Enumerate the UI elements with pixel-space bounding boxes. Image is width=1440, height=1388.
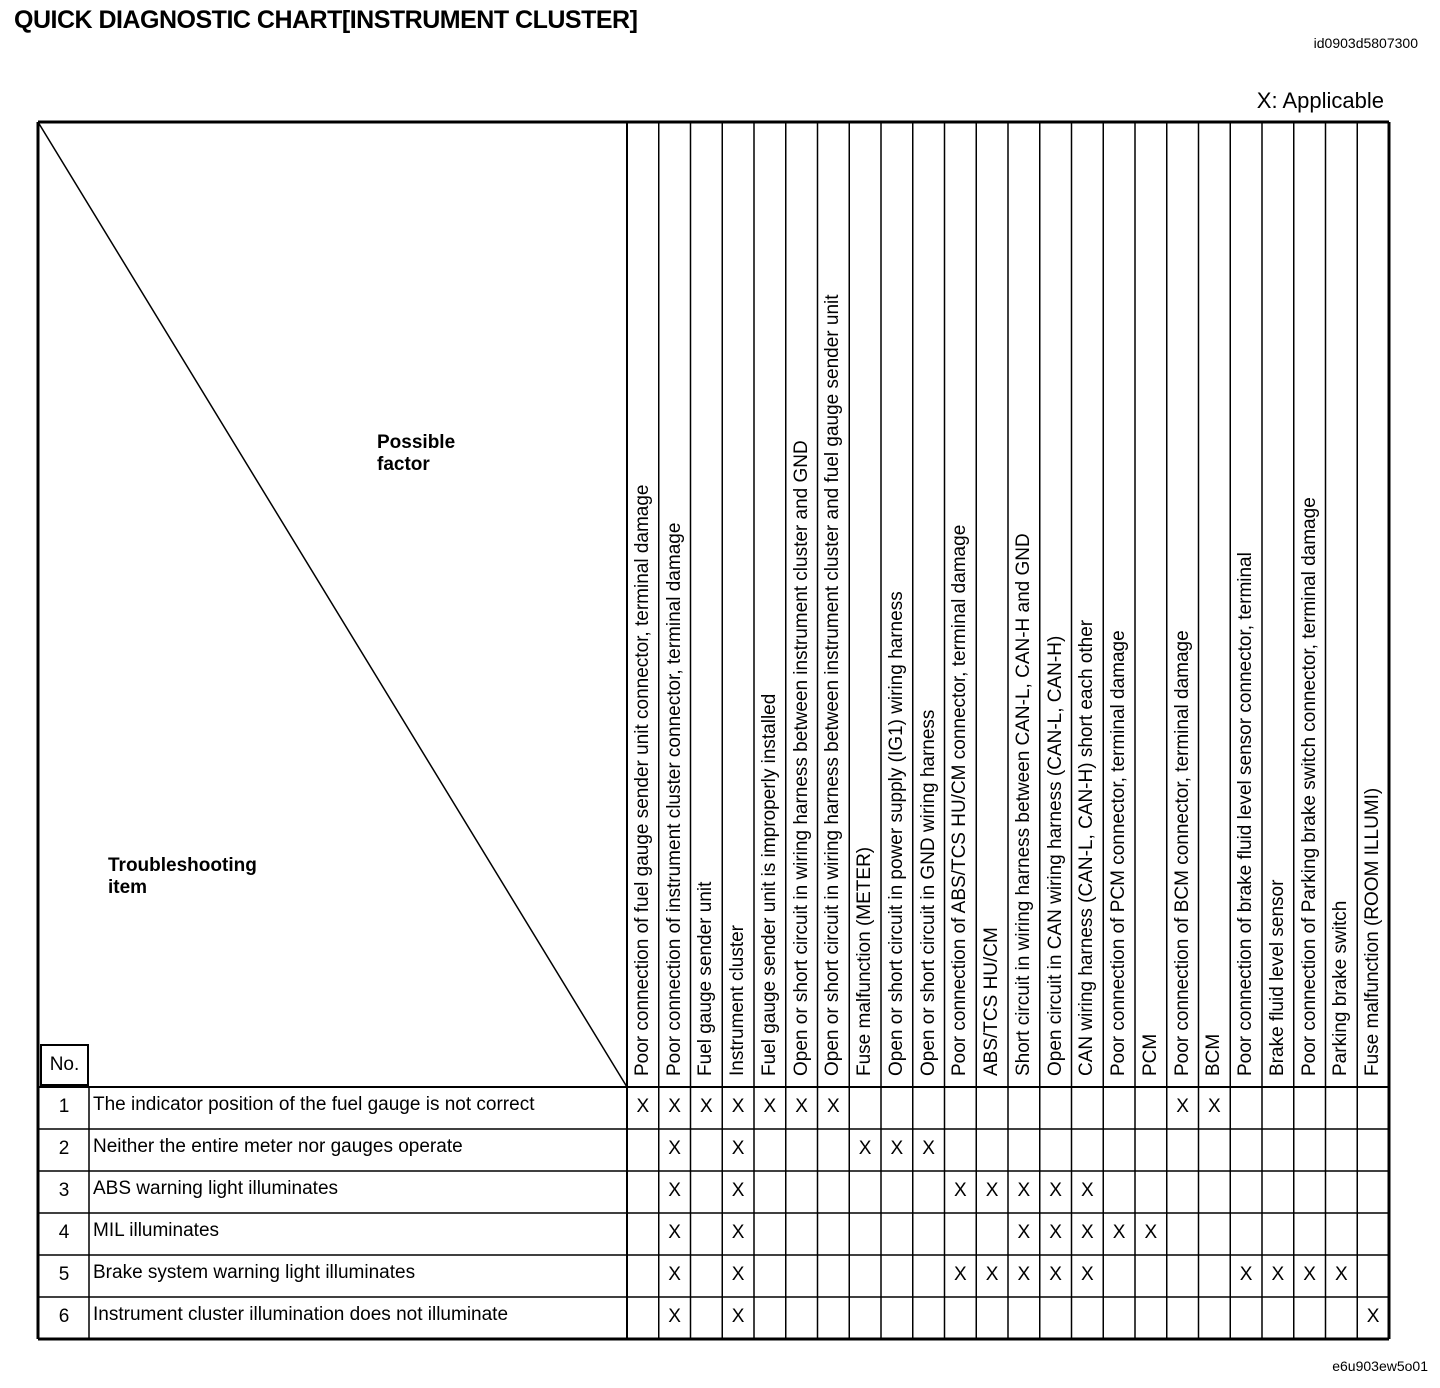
- column-header: [1199, 124, 1231, 1084]
- column-header: [913, 124, 945, 1084]
- column-header: [881, 124, 913, 1084]
- applicable-mark: X: [922, 1138, 935, 1159]
- column-header-label: BCM: [1203, 1033, 1225, 1076]
- column-header-label: Poor connection of brake fluid level sensor connector, terminal: [1235, 552, 1257, 1076]
- applicable-mark: X: [668, 1306, 681, 1327]
- column-header: [786, 124, 818, 1084]
- applicable-mark: X: [636, 1096, 650, 1117]
- applicable-mark: X: [668, 1138, 681, 1159]
- column-header-label: ABS/TCS HU/CM: [981, 927, 1003, 1076]
- column-header-label: Poor connection of PCM connector, terminal damage: [1108, 630, 1130, 1076]
- applicable-mark: X: [731, 1222, 745, 1243]
- column-header: [1167, 124, 1199, 1084]
- column-header: [1230, 124, 1262, 1084]
- applicable-mark: X: [731, 1264, 745, 1285]
- column-header-label: Open or short circuit in wiring harness between instrument cluster and GND: [790, 440, 812, 1076]
- column-header: [754, 124, 786, 1084]
- applicable-mark: X: [1081, 1264, 1094, 1285]
- applicable-mark: X: [668, 1264, 681, 1285]
- applicable-mark: X: [731, 1138, 745, 1159]
- column-header-label: Short circuit in wiring harness between CAN-L, CAN-H and GND: [1012, 533, 1034, 1076]
- column-header: [627, 124, 659, 1084]
- applicable-mark: X: [763, 1096, 777, 1117]
- applicable-mark: X: [1017, 1264, 1031, 1285]
- column-header: [691, 124, 723, 1084]
- row-number: 5: [58, 1264, 70, 1285]
- possible-factor-header: Possible factor: [377, 432, 456, 475]
- applicable-mark: X: [1271, 1264, 1285, 1285]
- troubleshooting-item: Neither the entire meter nor gauges operate: [93, 1136, 463, 1157]
- applicable-mark: X: [1144, 1222, 1158, 1243]
- column-header-label: Fuse malfunction (ROOM ILLUMI): [1362, 787, 1384, 1076]
- legend-label: X: Applicable: [1256, 88, 1384, 113]
- column-header: [1326, 124, 1358, 1084]
- applicable-mark: X: [1239, 1264, 1253, 1285]
- row-number: 4: [58, 1222, 70, 1243]
- applicable-mark: X: [1017, 1180, 1031, 1201]
- applicable-mark: X: [1049, 1180, 1062, 1201]
- applicable-mark: X: [1208, 1096, 1221, 1117]
- no-column-header: No.: [40, 1044, 89, 1086]
- applicable-mark: X: [700, 1096, 713, 1117]
- applicable-mark: X: [731, 1096, 745, 1117]
- column-header-label: Poor connection of Parking brake switch connector, terminal damage: [1298, 497, 1320, 1076]
- column-header-label: Open or short circuit in wiring harness between instrument cluster and fuel gauge sender unit: [822, 294, 844, 1076]
- applicable-mark: X: [1112, 1222, 1126, 1243]
- column-header-label: Open circuit in CAN wiring harness (CAN-L, CAN-H): [1044, 635, 1066, 1076]
- column-header-label: PCM: [1139, 1033, 1161, 1076]
- column-header-label: Instrument cluster: [727, 925, 749, 1076]
- column-header-label: Open or short circuit in power supply (IG1) wiring harness: [885, 591, 907, 1076]
- column-header-label: Fuel gauge sender unit is improperly installed: [758, 693, 780, 1076]
- column-header: [1262, 124, 1294, 1084]
- applicable-mark: X: [1017, 1222, 1031, 1243]
- applicable-mark: X: [1049, 1264, 1062, 1285]
- column-header-label: Poor connection of instrument cluster connector, terminal damage: [663, 522, 685, 1076]
- column-header: [1008, 124, 1040, 1084]
- column-header: [818, 124, 850, 1084]
- column-header-label: Brake fluid level sensor: [1266, 879, 1288, 1076]
- applicable-mark: X: [731, 1180, 745, 1201]
- header-diagonal: [38, 122, 627, 1087]
- applicable-mark: X: [954, 1264, 967, 1285]
- applicable-mark: X: [1081, 1180, 1094, 1201]
- column-header: [849, 124, 881, 1084]
- troubleshooting-item: The indicator position of the fuel gauge is not correct: [93, 1094, 535, 1115]
- troubleshooting-item: Brake system warning light illuminates: [93, 1262, 416, 1283]
- column-header: [1103, 124, 1135, 1084]
- column-header-label: Fuel gauge sender unit: [695, 881, 717, 1076]
- column-header: [722, 124, 754, 1084]
- column-header: [1294, 124, 1326, 1084]
- applicable-mark: X: [668, 1180, 681, 1201]
- applicable-mark: X: [858, 1138, 872, 1159]
- applicable-mark: X: [890, 1138, 904, 1159]
- applicable-mark: X: [985, 1264, 999, 1285]
- applicable-mark: X: [668, 1096, 681, 1117]
- applicable-mark: X: [1335, 1264, 1348, 1285]
- column-header: [976, 124, 1008, 1084]
- column-header-label: Open or short circuit in GND wiring harness: [917, 709, 939, 1076]
- column-header: [1357, 124, 1389, 1084]
- applicable-mark: X: [954, 1180, 967, 1201]
- column-header-label: Poor connection of BCM connector, terminal damage: [1171, 630, 1193, 1076]
- column-header: [1135, 124, 1167, 1084]
- applicable-mark: X: [1176, 1096, 1189, 1117]
- document-id: id0903d5807300: [1313, 35, 1418, 51]
- applicable-mark: X: [1081, 1222, 1094, 1243]
- column-header-label: Parking brake switch: [1330, 900, 1352, 1076]
- row-number: 2: [58, 1138, 70, 1159]
- applicable-mark: X: [731, 1306, 745, 1327]
- page-title: QUICK DIAGNOSTIC CHART[INSTRUMENT CLUSTER]: [14, 6, 638, 34]
- applicable-mark: X: [1049, 1222, 1062, 1243]
- column-header: [659, 124, 691, 1084]
- row-number: 1: [58, 1096, 70, 1117]
- troubleshooting-item: Instrument cluster illumination does not illuminate: [93, 1304, 509, 1325]
- column-header-label: Fuse malfunction (METER): [854, 846, 876, 1076]
- column-header: [945, 124, 977, 1084]
- row-number: 3: [58, 1180, 70, 1201]
- column-header: [1040, 124, 1072, 1084]
- applicable-mark: X: [985, 1180, 999, 1201]
- column-header-label: Poor connection of ABS/TCS HU/CM connector, terminal damage: [949, 524, 971, 1076]
- applicable-mark: X: [1303, 1264, 1316, 1285]
- column-header: [1072, 124, 1104, 1084]
- troubleshooting-item: MIL illuminates: [93, 1220, 220, 1241]
- applicable-mark: X: [1366, 1306, 1380, 1327]
- column-header-label: Poor connection of fuel gauge sender unit connector, terminal damage: [631, 484, 653, 1076]
- applicable-mark: X: [827, 1096, 840, 1117]
- troubleshooting-item-header: Troubleshooting item: [108, 855, 257, 898]
- figure-id: e6u903ew5o01: [1332, 1358, 1428, 1374]
- row-number: 6: [58, 1306, 70, 1327]
- applicable-mark: X: [668, 1222, 681, 1243]
- applicable-mark: X: [795, 1096, 808, 1117]
- troubleshooting-item: ABS warning light illuminates: [93, 1178, 339, 1199]
- column-header-label: CAN wiring harness (CAN-L, CAN-H) short each other: [1076, 619, 1098, 1076]
